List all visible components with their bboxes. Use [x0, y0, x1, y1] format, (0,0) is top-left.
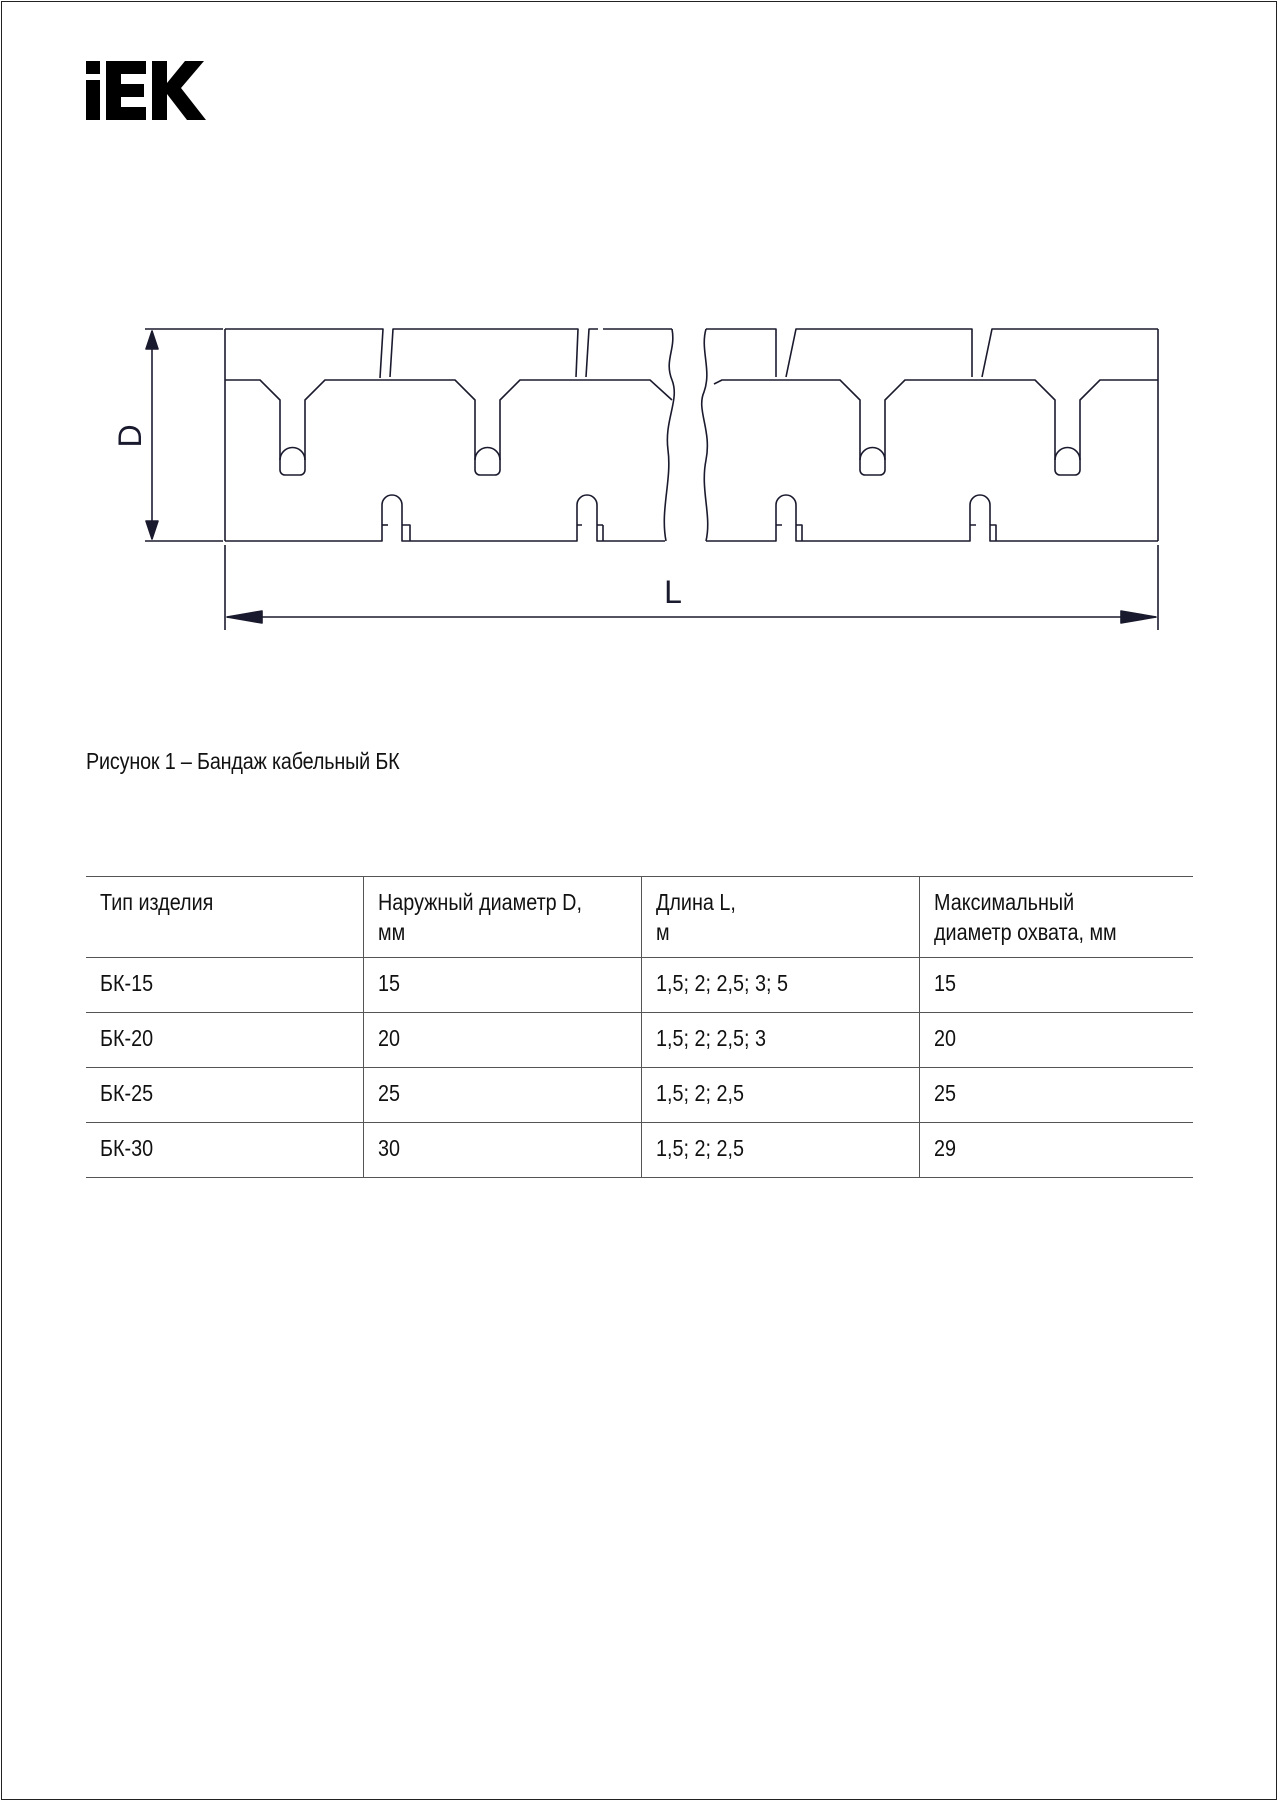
cell-length: 1,5; 2; 2,5 [642, 1123, 920, 1178]
cell-max-diameter: 15 [920, 958, 1194, 1013]
header-max-diameter: Максимальный диаметр охвата, мм [920, 877, 1194, 958]
header-length: Длина L, м [642, 877, 920, 958]
table-header-row [86, 877, 1193, 958]
cell-type: БК-30 [100, 1135, 154, 1161]
cell-outer-diameter: 25 [364, 1068, 642, 1123]
cell-outer-diameter: 30 [364, 1123, 642, 1178]
cell-length: 1,5; 2; 2,5; 3; 5 [642, 958, 920, 1013]
figure-caption: Рисунок 1 – Бандаж кабельный БК [86, 748, 400, 774]
table-row [86, 1013, 1193, 1068]
dimension-d [145, 329, 223, 541]
table-row [86, 958, 1193, 1013]
bandage-slot-contour [225, 380, 1158, 475]
spec-table [86, 876, 1193, 1178]
cell-length: 1,5; 2; 2,5; 3 [642, 1013, 920, 1068]
cell-type: БК-25 [100, 1080, 154, 1106]
cell-outer-diameter: 15 [364, 958, 642, 1013]
cell-type: БК-15 [100, 970, 154, 996]
break-lines [664, 329, 707, 541]
table-row [86, 1123, 1193, 1178]
cell-max-diameter: 29 [920, 1123, 1194, 1178]
cell-length: 1,5; 2; 2,5 [642, 1068, 920, 1123]
header-type: Тип изделия [100, 889, 214, 915]
dimension-d-label: D [112, 424, 148, 448]
cell-outer-diameter: 20 [364, 1013, 642, 1068]
cell-max-diameter: 20 [920, 1013, 1194, 1068]
bandage-bottom-contour [225, 495, 1158, 541]
table-row [86, 1068, 1193, 1123]
dimension-l-label: L [664, 574, 682, 610]
bandage-top-edge [225, 329, 1158, 541]
dimension-l [225, 545, 1158, 630]
cell-type: БК-20 [100, 1025, 154, 1051]
cable-bandage-drawing [0, 0, 1280, 720]
cell-max-diameter: 25 [920, 1068, 1194, 1123]
header-outer-diameter: Наружный диаметр D, мм [364, 877, 642, 958]
